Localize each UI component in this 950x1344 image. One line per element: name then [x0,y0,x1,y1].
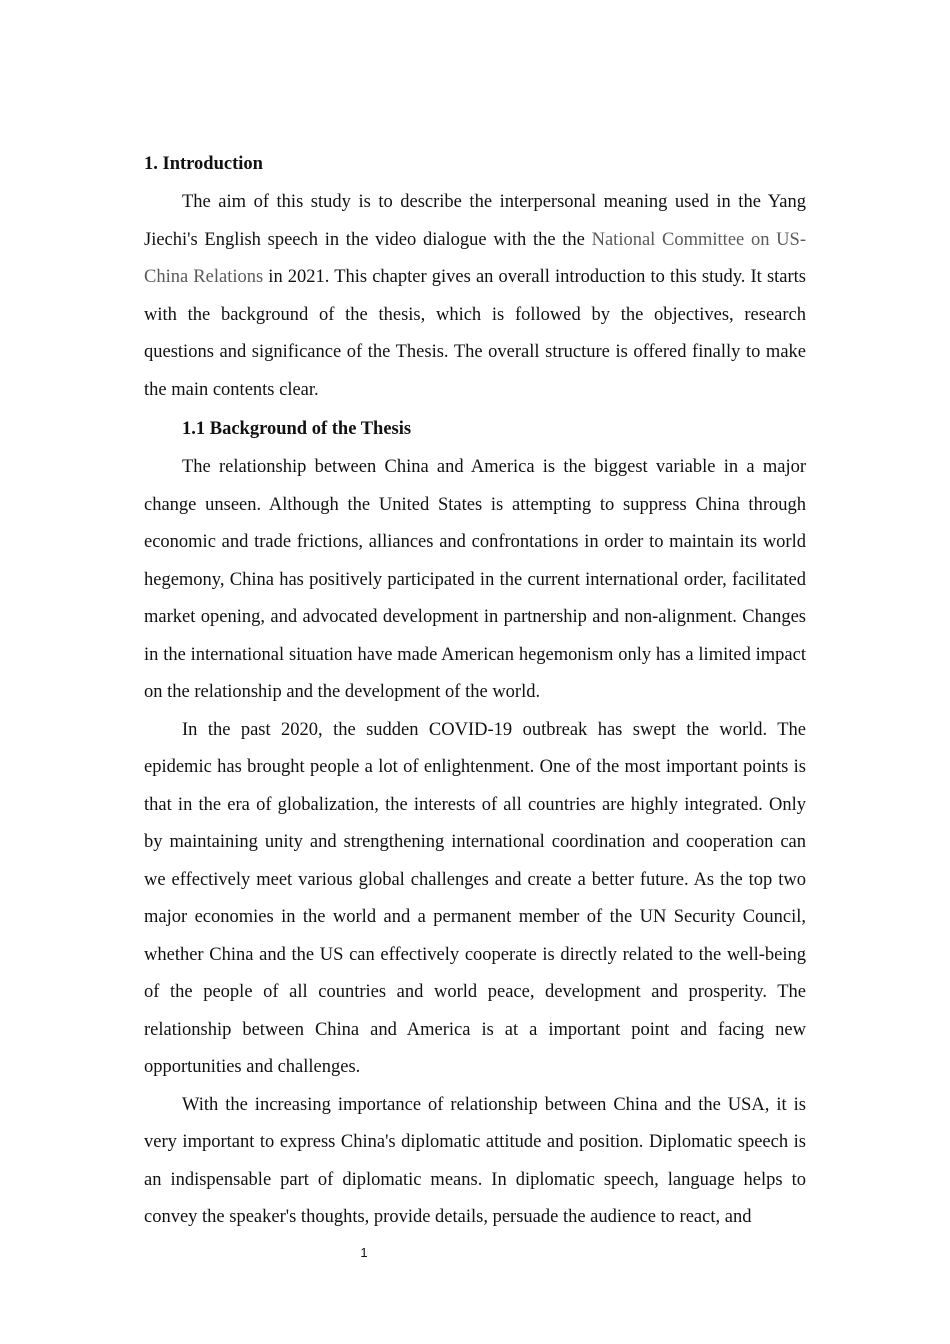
page-content [144,150,806,1237]
intro-paragraph [144,184,806,409]
page-number: 1 [360,1245,368,1260]
body-paragraph: With the increasing importance of relationship between China and the USA, it is very important to express China's diplomatic attitude and position. Diplomatic speech is an indispensable part of diplomatic means. In diplomatic speech, language helps to convey the speaker's thoughts, provide details, persuade the audience to react, and [144,1094,806,1227]
intro-text-after: in 2021. This chapter gives an overall introduction to this study. It starts with the background of the thesis, which is followed by the objectives, research questions and significance of the Thesis. The overall structure is offered finally to make the main contents clear. [144,267,806,400]
body-paragraph: The relationship between China and America is the biggest variable in a major change unseen. Although the United States is attempting to suppress China through economic and trade frictions, alliances and confrontations in order to maintain its world hegemony, China has positively participated in the current international order, facilitated market opening, and advocated development in partnership and non-alignment. Changes in the international situation have made American hegemonism only has a limited impact on the relationship and the development of the world. [144,457,806,702]
body-paragraph: In the past 2020, the sudden COVID-19 outbreak has swept the world. The epidemic has brought people a lot of enlightenment. One of the most important points is that in the era of globalization, the interests of all countries are highly integrated. Only by maintaining unity and strengthening international coordination and cooperation can we effectively meet various global challenges and create a better future. As the top two major economies in the world and a permanent member of the UN Security Council, whether China and the US can effectively cooperate is directly related to the well-being of the people of all countries and world peace, development and prosperity. The relationship between China and America is at a important point and facing new opportunities and challenges. [144,719,806,1077]
intro-text-before: The aim of this study is to describe the interpersonal meaning used in the Yang Jiechi's English speech in the video dialogue with the the [144,192,806,250]
organization-link[interactable]: National Committee on US-China Relations [144,229,806,287]
subsection-heading: 1.1 Background of the Thesis [182,419,412,439]
section-heading: 1. Introduction [144,154,263,174]
